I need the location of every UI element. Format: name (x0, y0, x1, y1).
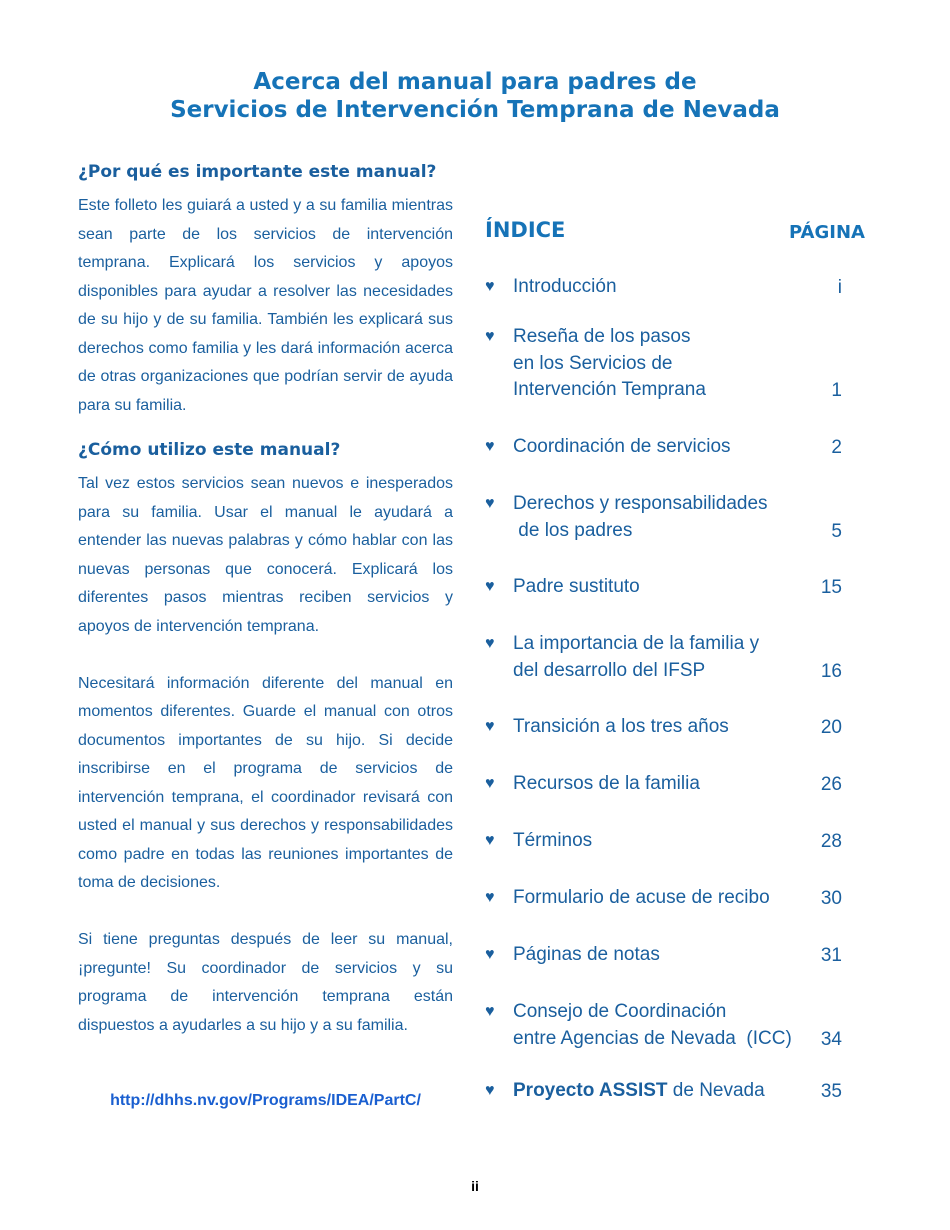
toc-entry-label: Derechos y responsabilidades de los padres (513, 493, 768, 541)
title-line-1: Acerca del manual para padres de (253, 69, 697, 95)
toc-entry-page: 34 (820, 1028, 842, 1050)
toc-entry-page: 31 (820, 944, 842, 966)
toc-entry-label: Padre sustituto (513, 576, 640, 597)
heart-bullet-icon: ♥ (485, 578, 495, 595)
toc-entry-page: 15 (820, 576, 842, 598)
section-heading-how: ¿Cómo utilizo este manual? (78, 440, 341, 460)
toc-entry-label (513, 1078, 765, 1105)
toc-entry-page: 5 (831, 520, 842, 542)
section-heading-why: ¿Por qué es importante este manual? (78, 162, 437, 182)
toc-entry[interactable] (485, 574, 845, 601)
toc-entry-label: Recursos de la familia (513, 773, 700, 794)
heart-bullet-icon: ♥ (485, 278, 495, 295)
toc-entry[interactable] (485, 999, 845, 1053)
toc-entry-page: i (837, 276, 842, 298)
toc-entry-label: Introducción (513, 276, 617, 297)
toc-page-heading: PÁGINA (789, 222, 865, 243)
toc-entry-page: 16 (820, 660, 842, 682)
page-number: ii (471, 1178, 479, 1194)
toc-entry-page: 20 (820, 716, 842, 738)
toc-entry-label: Coordinación de servicios (513, 436, 731, 457)
heart-bullet-icon: ♥ (485, 718, 495, 735)
intro-column (78, 160, 453, 1040)
toc-entry[interactable] (485, 274, 845, 301)
toc-entry-page: 26 (820, 773, 842, 795)
heart-bullet-icon: ♥ (485, 889, 495, 906)
toc-entry-label: Páginas de notas (513, 944, 660, 965)
section-text-how-3: Si tiene preguntas después de leer su manual, ¡pregunte! Su coordinador de servicios y su programa de intervención temprana están dispuestos a ayudarles a su hijo y a su familia. (78, 931, 453, 1034)
heart-bullet-icon: ♥ (485, 775, 495, 792)
toc-entry[interactable] (485, 434, 845, 461)
toc-entry[interactable] (485, 942, 845, 969)
toc-entry-label: Formulario de acuse de recibo (513, 887, 770, 908)
section-text-how-2: Necesitará información diferente del manual en momentos diferentes. Guarde el manual con otros documentos importantes de su hijo. Si decide inscribirse en el programa de servicios de intervención temprana, el coordinador revisará con usted el manual y sus derechos y responsabilidades como padre en todas las reuniones importantes de toma de decisiones. (78, 674, 453, 891)
heart-bullet-icon: ♥ (485, 1082, 495, 1099)
section-text-why: Este folleto les guiará a usted y a su familia mientras sean parte de los servicios de intervención temprana. Explicará los servicios y apoyos disponibles para ayudar a resolver las necesidades de su hijo y de su familia. También les explicará sus derechos como familia y les dará información acerca de otras organizaciones que podrían servir de ayuda para su familia. (78, 197, 453, 414)
heart-bullet-icon: ♥ (485, 635, 495, 652)
title-line-2: Servicios de Intervención Temprana de Nevada (170, 97, 780, 123)
toc-heading: ÍNDICE (485, 218, 566, 242)
toc-entry-label: Términos (513, 830, 593, 851)
heart-bullet-icon: ♥ (485, 328, 495, 345)
heart-bullet-icon: ♥ (485, 438, 495, 455)
toc-entry[interactable] (485, 828, 845, 855)
toc-entry[interactable] (485, 771, 845, 798)
toc-entry[interactable] (485, 885, 845, 912)
toc-entry-label: La importancia de la familia y del desarrollo del IFSP (513, 633, 760, 681)
toc-entry-page: 30 (820, 887, 842, 909)
heart-bullet-icon: ♥ (485, 832, 495, 849)
toc-entry-label: Consejo de Coordinación entre Agencias de Nevada (ICC) (513, 1001, 792, 1049)
toc-entry-label-bold: Proyecto ASSIST (513, 1080, 668, 1101)
toc-entry-label: Transición a los tres años (513, 716, 729, 737)
toc-entry-page: 2 (831, 436, 842, 458)
toc-entry[interactable] (485, 491, 845, 545)
toc-entry-page: 28 (820, 830, 842, 852)
program-link[interactable]: http://dhhs.nv.gov/Programs/IDEA/PartC/ (110, 1092, 421, 1109)
toc-entry[interactable] (485, 1078, 845, 1105)
heart-bullet-icon: ♥ (485, 946, 495, 963)
toc-entry[interactable] (485, 324, 845, 404)
section-text-how-1: Tal vez estos servicios sean nuevos e inesperados para su familia. Usar el manual le ayudará a entender las nuevas palabras y cómo hablar con las nuevas personas que conocerá. Explicará los diferentes pasos mientras reciben servicios y apoyos de intervención temprana. (78, 475, 453, 635)
toc-entry-label-rest: de Nevada (667, 1080, 765, 1101)
toc-entry-page: 1 (831, 379, 842, 401)
toc-entry-label: Reseña de los pasos en los Servicios de Intervención Temprana (513, 326, 706, 400)
toc-entry-page: 35 (820, 1080, 842, 1102)
heart-bullet-icon: ♥ (485, 495, 495, 512)
toc-entry[interactable] (485, 631, 845, 685)
page-title (0, 68, 950, 124)
heart-bullet-icon: ♥ (485, 1003, 495, 1020)
toc-entry[interactable] (485, 714, 845, 741)
